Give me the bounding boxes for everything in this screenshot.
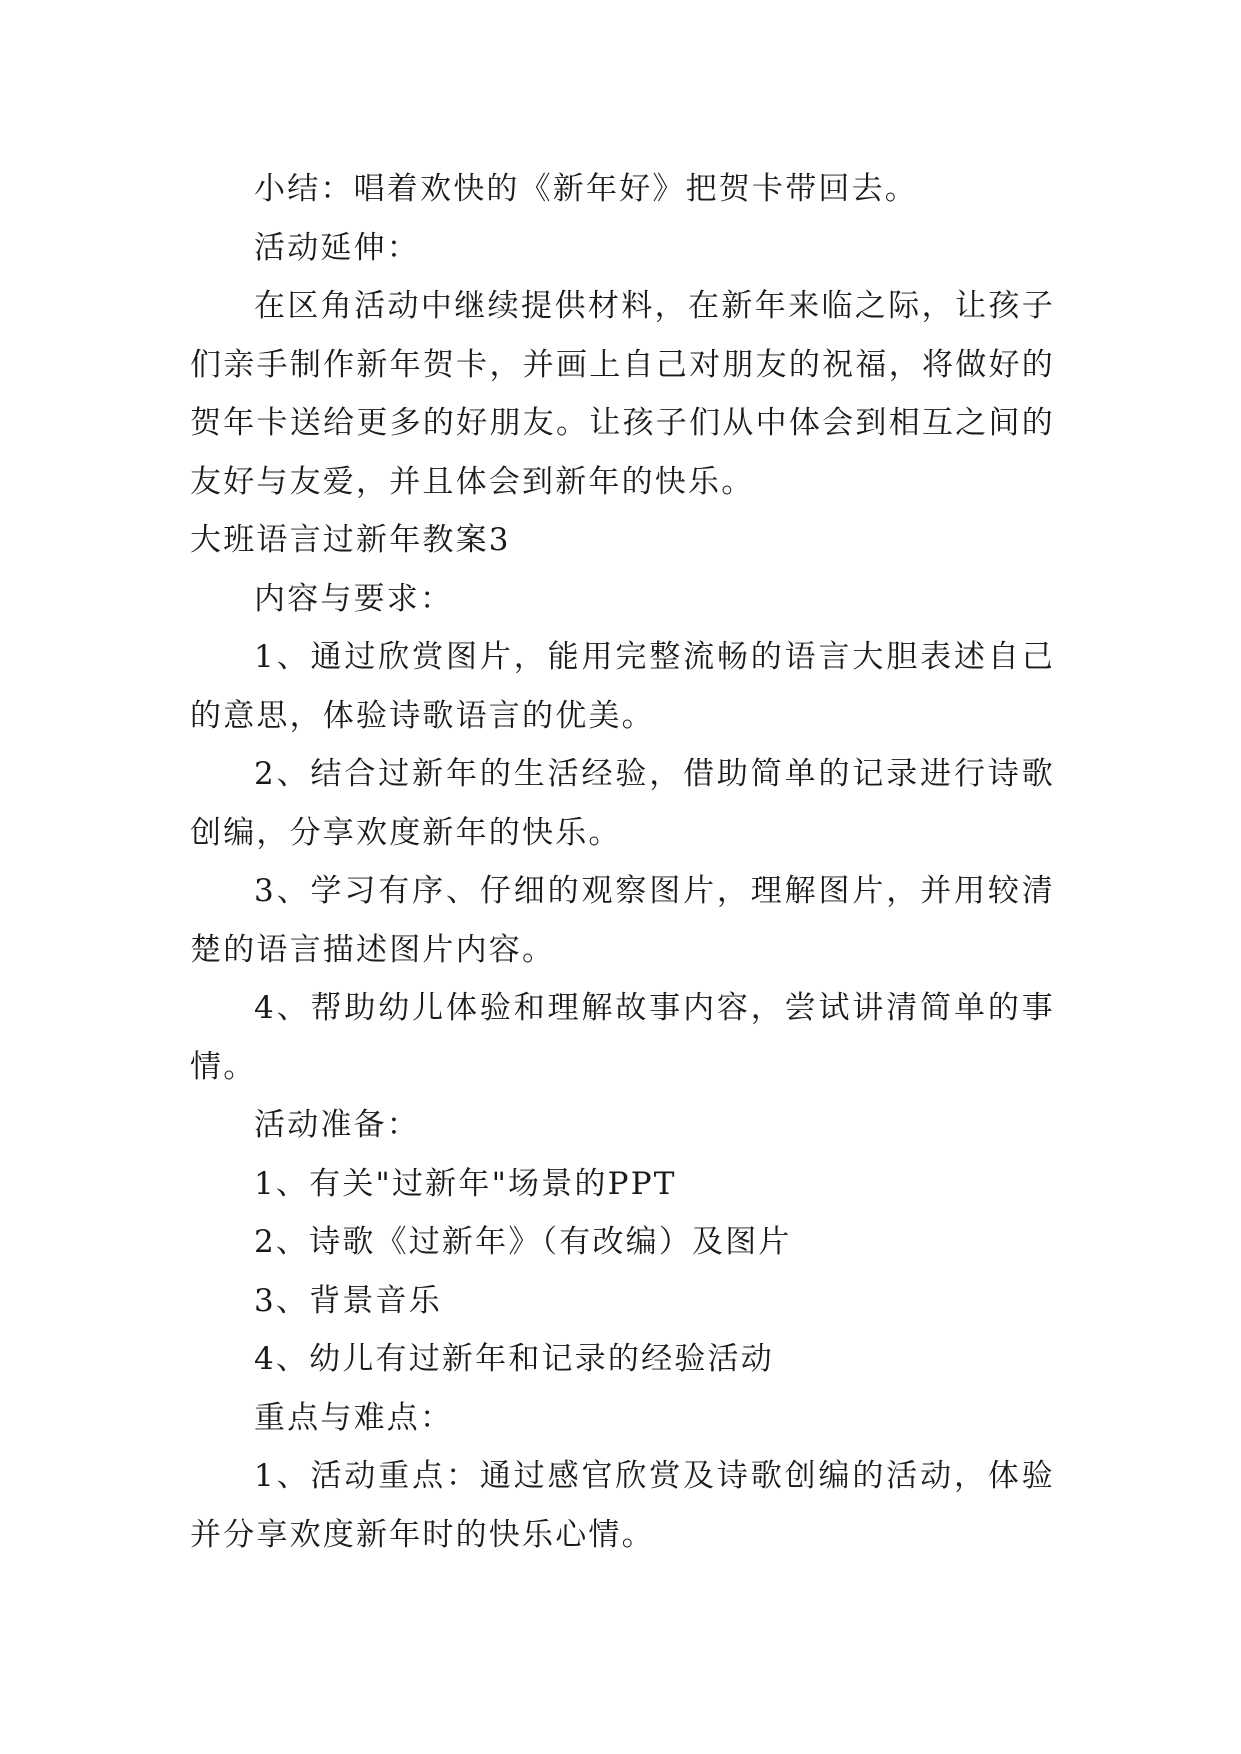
key-item-1: 1、活动重点：通过感官欣赏及诗歌创编的活动，体验并分享欢度新年时的快乐心情。	[190, 1458, 1055, 1553]
extension-paragraph: 在区角活动中继续提供材料，在新年来临之际，让孩子们亲手制作新年贺卡，并画上自己对朋友的祝福，将做好的贺年卡送给更多的好朋友。让孩子们从中体会到相互之间的友好与友爱，并且体会到新年的快乐。	[190, 288, 1055, 500]
goals-heading: 内容与要求：	[254, 580, 454, 617]
key-heading: 重点与难点：	[254, 1399, 454, 1436]
prep-item-3: 3、背景音乐	[254, 1282, 442, 1319]
goal-item-2: 2、结合过新年的生活经验，借助简单的记录进行诗歌创编，分享欢度新年的快乐。	[190, 756, 1055, 851]
summary-paragraph: 小结：唱着欢快的《新年好》把贺卡带回去。	[254, 171, 918, 207]
extension-heading: 活动延伸：	[254, 229, 420, 266]
prep-item-1: 1、有关"过新年"场景的PPT	[254, 1165, 677, 1202]
prep-item-2: 2、诗歌《过新年》（有改编）及图片	[254, 1224, 792, 1260]
goal-item-4: 4、帮助幼儿体验和理解故事内容，尝试讲清简单的事情。	[190, 990, 1055, 1085]
lesson-title: 大班语言过新年教案3	[190, 522, 511, 558]
goal-item-1: 1、通过欣赏图片，能用完整流畅的语言大胆表述自己的意思，体验诗歌语言的优美。	[190, 639, 1055, 734]
prep-item-4: 4、幼儿有过新年和记录的经验活动	[254, 1341, 774, 1377]
goal-item-3: 3、学习有序、仔细的观察图片，理解图片，并用较清楚的语言描述图片内容。	[190, 873, 1055, 968]
prep-heading: 活动准备：	[254, 1107, 420, 1143]
document-body	[190, 160, 1055, 1564]
